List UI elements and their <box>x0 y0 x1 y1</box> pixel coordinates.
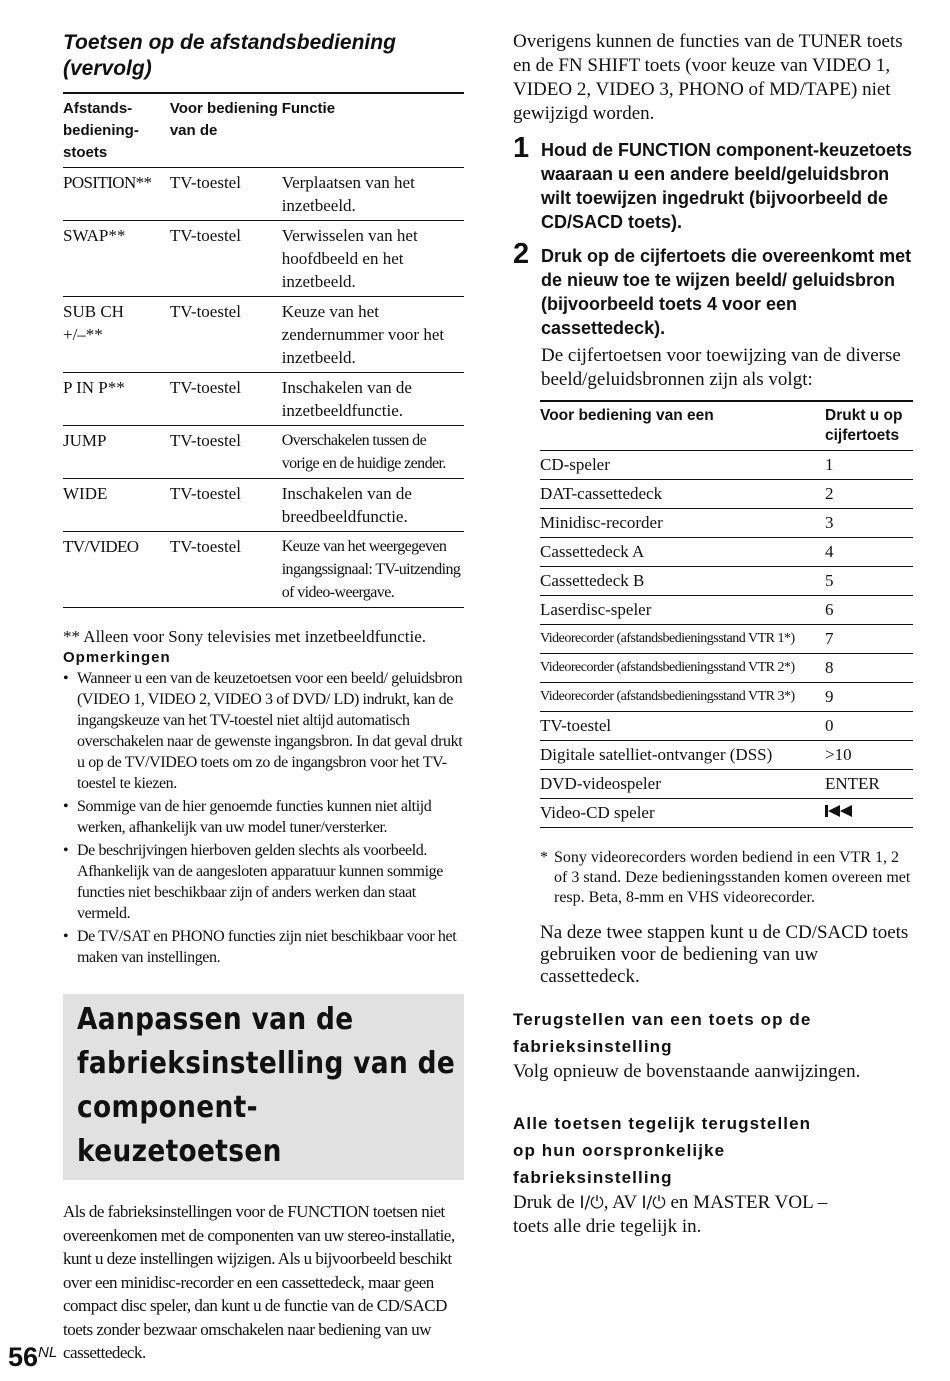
cell-key: POSITION** <box>63 168 170 221</box>
cell-key: 1 <box>825 451 913 480</box>
after-steps-text: Na deze twee stappen kunt u de CD/SACD toets gebruiken voor de bediening van uw cassettedeck. <box>540 922 909 987</box>
header-device: Voor bediening van de <box>170 93 282 168</box>
list-item: • Wanneer u een van de keuzetoetsen voor een beeld/ geluidsbron (VIDEO 1, VIDEO 2, VIDEO 3 of DVD/ LD) indrukt, kan de ingangskeuze van het TV-toestel niet altijd automatisch overschakelen naar de gewenste ingangsbron. In dat geval drukt u op de TV/VIDEO toets om zo de ingangsbron voor het TV-toestel te kiezen. <box>63 670 463 792</box>
cell-key: WIDE <box>63 479 170 532</box>
cell-device: Videorecorder (afstandsbedieningsstand VTR 2*) <box>540 654 825 683</box>
cell-device: TV-toestel <box>170 221 282 297</box>
table-row <box>63 373 464 426</box>
table-row <box>540 683 913 712</box>
table-row <box>540 596 913 625</box>
table-header-row <box>540 401 913 451</box>
cell-function: Overschakelen tussen de vorige en de huidige zender. <box>282 426 464 479</box>
table-row <box>63 532 464 608</box>
list-item: • Sommige van de hier genoemde functies kunnen niet altijd werken, afhankelijk van uw model tuner/versterker. <box>63 798 432 836</box>
cell-key: 2 <box>825 480 913 509</box>
cell-key: ENTER <box>825 770 913 799</box>
cell-function: Keuze van het weergegeven ingangssignaal: TV-uitzending of video-weergave. <box>282 532 464 608</box>
table-row <box>540 451 913 480</box>
bullet-icon: • <box>63 842 69 859</box>
cell-device: Minidisc-recorder <box>540 509 825 538</box>
power-standby-icon: I/⏻ <box>579 1193 604 1213</box>
cell-key: 9 <box>825 683 913 712</box>
table-row <box>540 654 913 683</box>
cell-device: TV-toestel <box>170 297 282 373</box>
list-item: • De beschrijvingen hierboven gelden slechts als voorbeeld. Afhankelijk van de aangesloten apparatuur kunnen sommige functies niet beschikbaar zijn of anders werken dan staat vermeld. <box>63 842 443 922</box>
cell-device: Video-CD speler <box>540 799 825 828</box>
cell-key: TV/VIDEO <box>63 532 170 608</box>
header-device: Voor bediening van een <box>540 401 825 451</box>
table-row <box>540 567 913 596</box>
cell-device: Cassettedeck B <box>540 567 825 596</box>
table-row <box>540 480 913 509</box>
cell-function: Verplaatsen van het inzetbeeld. <box>282 168 464 221</box>
cell-key: 0 <box>825 712 913 741</box>
reset-one-heading: Terugstellen van een toets op de fabrieksinstelling <box>513 1010 812 1056</box>
page-number: $56^{NL}$ <box>8 1342 58 1372</box>
cell-key: JUMP <box>63 426 170 479</box>
step-number: 1 <box>513 132 530 164</box>
step-subtext: De cijfertoetsen voor toewijzing van de diverse beeld/geluidsbronnen zijn als volgt: <box>541 345 901 390</box>
list-item: • De TV/SAT en PHONO functies zijn niet beschikbaar voor het maken van instellingen. <box>63 928 457 966</box>
cell-device: TV-toestel <box>170 532 282 608</box>
intro-text: Overigens kunnen de functies van de TUNER toets en de FN SHIFT toets (voor keuze van VIDEO 1, VIDEO 2, VIDEO 3, PHONO of MD/TAPE) niet gewijzigd worden. <box>513 31 903 124</box>
cell-device: Videorecorder (afstandsbedieningsstand VTR 1*) <box>540 625 825 654</box>
table-row <box>63 297 464 373</box>
step-1 <box>513 132 913 234</box>
table-row <box>540 625 913 654</box>
table-row <box>540 538 913 567</box>
digit-key-table <box>540 400 913 828</box>
power-standby-icon: I/⏻ <box>641 1193 666 1213</box>
reset-all-text: Druk de I/⏻, AV I/⏻ en MASTER VOL – toets alle drie tegelijk in. <box>513 1192 828 1237</box>
step-text: Houd de FUNCTION component-keuzetoets waaraan u een andere beeld/geluidsbron wilt toewijzen ingedrukt (bijvoorbeeld de CD/SACD toets). <box>541 140 913 232</box>
table-footnote: ** Alleen voor Sony televisies met inzetbeeldfunctie. <box>63 627 427 646</box>
notes-title: Opmerkingen <box>63 649 171 666</box>
cell-key: 7 <box>825 625 913 654</box>
table-row <box>540 741 913 770</box>
table-header-row <box>63 93 464 168</box>
section-banner <box>63 994 464 1180</box>
table-row <box>540 712 913 741</box>
cell-function: Inschakelen van de breedbeeldfunctie. <box>282 479 464 532</box>
bullet-icon: • <box>63 928 69 945</box>
cell-device: TV-toestel <box>170 426 282 479</box>
cell-key: 3 <box>825 509 913 538</box>
right-column <box>513 30 913 1239</box>
remote-keys-table <box>63 92 464 608</box>
cell-device: DAT-cassettedeck <box>540 480 825 509</box>
skip-previous-icon <box>825 804 859 818</box>
cell-key: 8 <box>825 654 913 683</box>
cell-device: TV-toestel <box>170 479 282 532</box>
cell-key: SWAP** <box>63 221 170 297</box>
cell-key: 4 <box>825 538 913 567</box>
cell-function: Verwisselen van het hoofdbeeld en het inzetbeeld. <box>282 221 464 297</box>
asterisk: * <box>540 849 548 866</box>
header-key: Drukt u op cijfertoets <box>825 401 913 451</box>
step-number: 2 <box>513 238 530 270</box>
left-column <box>63 30 464 1365</box>
notes-list <box>63 668 464 968</box>
cell-function: Inschakelen van de inzetbeeldfunctie. <box>282 373 464 426</box>
step-2 <box>513 238 913 392</box>
cell-device: Videorecorder (afstandsbedieningsstand VTR 3*) <box>540 683 825 712</box>
section-title: Toetsen op de afstandsbediening (vervolg) <box>63 31 396 80</box>
cell-device: TV-toestel <box>170 168 282 221</box>
intro-paragraph: Als de fabrieksinstellingen voor de FUNCTION toetsen niet overeenkomen met de componenten van uw stereo-installatie, kunt u deze instellingen wijzigen. Als u bijvoorbeeld beschikt over een minidisc-recorder en een cassettedeck, maar geen compact disc speler, dan kunt u de functie van de CD/SACD toets zonder bezwaar omschakelen naar bediening van uw cassettedeck. <box>63 1202 455 1362</box>
cell-device: TV-toestel <box>540 712 825 741</box>
cell-device: Laserdisc-speler <box>540 596 825 625</box>
step-text: Druk op de cijfertoets die overeenkomt met de nieuw toe te wijzen beeld/ geluidsbron (bijvoorbeeld toets 4 voor een cassettedeck). <box>541 246 912 338</box>
cell-function: Keuze van het zendernummer voor het inzetbeeld. <box>282 297 464 373</box>
cell-key <box>825 799 913 828</box>
banner-title: Aanpassen van de fabrieksinstelling van de component-keuzetoetsen <box>77 1002 456 1169</box>
cell-key: >10 <box>825 741 913 770</box>
cell-key: SUB CH +/–** <box>63 297 170 373</box>
cell-device: CD-speler <box>540 451 825 480</box>
table-row <box>63 221 464 297</box>
table-row <box>540 770 913 799</box>
reset-one-text: Volg opnieuw de bovenstaande aanwijzingen. <box>513 1061 861 1082</box>
cell-device: Digitale satelliet-ontvanger (DSS) <box>540 741 825 770</box>
header-key: Afstands- bediening- stoets <box>63 93 170 168</box>
table-footnote: * Sony videorecorders worden bediend in een VTR 1, 2 of 3 stand. Deze bedieningsstanden komen overeen met resp. Beta, 8-mm en VHS videorecorder. <box>540 849 911 906</box>
cell-key: 6 <box>825 596 913 625</box>
table-row <box>63 168 464 221</box>
cell-key: P IN P** <box>63 373 170 426</box>
table-row <box>540 509 913 538</box>
reset-all-heading: Alle toetsen tegelijk terugstellen op hun oorspronkelijke fabrieksinstelling <box>513 1114 812 1187</box>
header-function: Functie <box>282 93 464 168</box>
bullet-icon: • <box>63 798 69 815</box>
cell-key: 5 <box>825 567 913 596</box>
cell-device: Cassettedeck A <box>540 538 825 567</box>
bullet-icon: • <box>63 670 69 687</box>
cell-device: DVD-videospeler <box>540 770 825 799</box>
table-row <box>63 479 464 532</box>
table-row <box>63 426 464 479</box>
table-row <box>540 799 913 828</box>
cell-device: TV-toestel <box>170 373 282 426</box>
